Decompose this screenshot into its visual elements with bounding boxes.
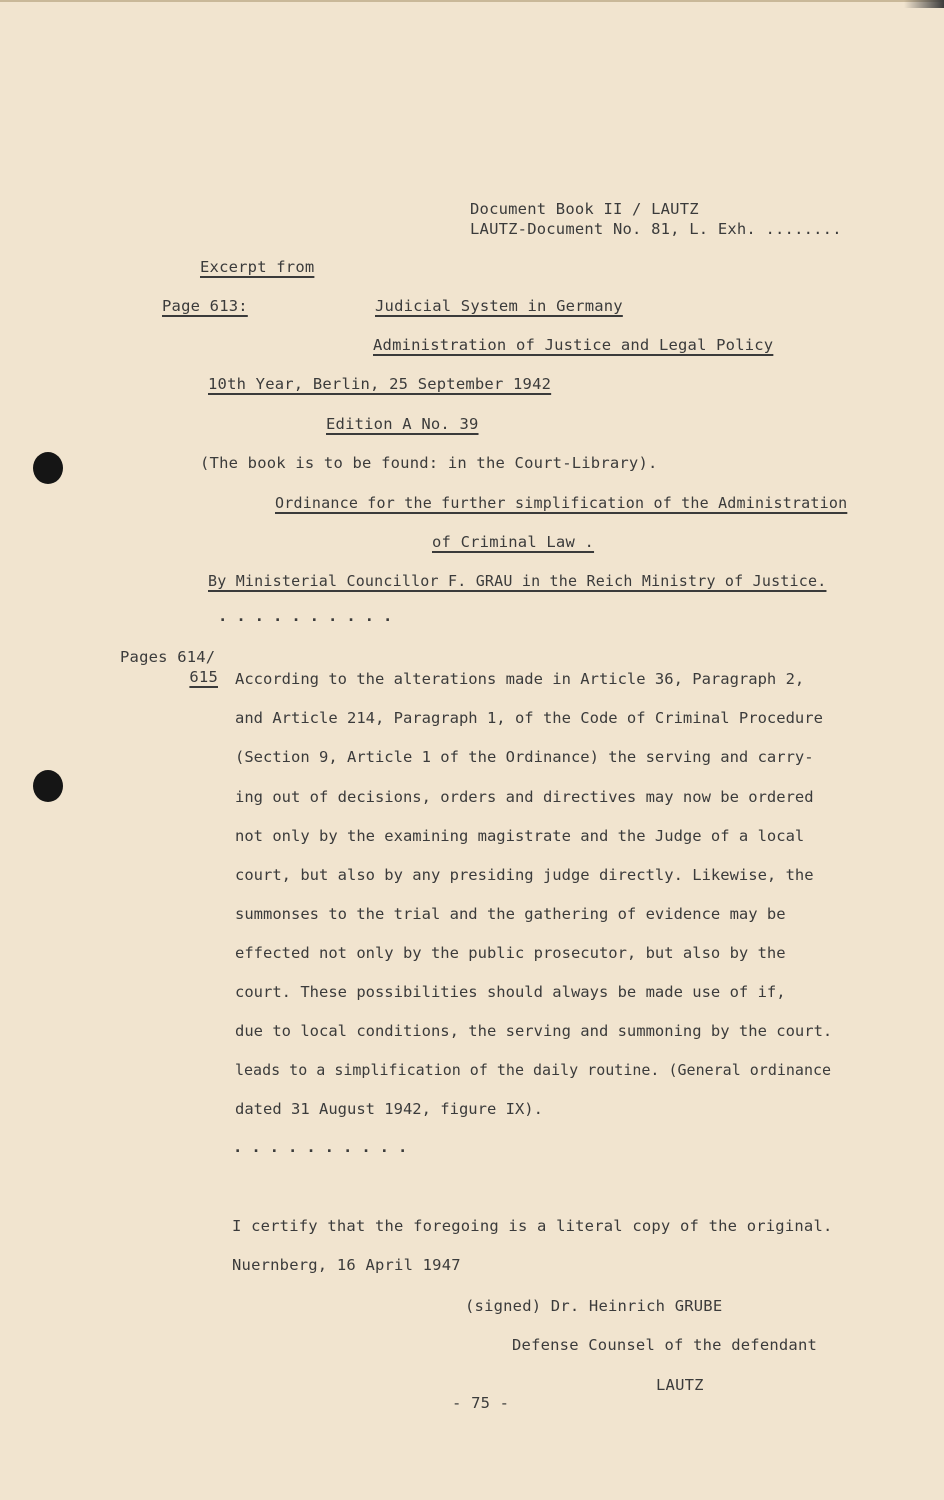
ordinance-title-line1: Ordinance for the further simplification of the Administration: [275, 494, 848, 512]
ellipsis-divider-top: ..........: [218, 607, 402, 625]
counsel-role: Defense Counsel of the defendant: [512, 1336, 818, 1354]
body-line: effected not only by the public prosecutor, but also by the: [235, 944, 786, 962]
document-book-line: Document Book II / LAUTZ: [470, 200, 699, 218]
certification-place-date: Nuernberg, 16 April 1947: [232, 1256, 461, 1274]
source-edition: Edition A No. 39: [326, 415, 479, 433]
body-line: and Article 214, Paragraph 1, of the Code of Criminal Procedure: [235, 709, 823, 727]
certification-statement: I certify that the foregoing is a literal copy of the original.: [232, 1217, 833, 1235]
page-corner-mark: [904, 0, 944, 8]
punch-hole-top: [33, 452, 63, 484]
body-line: due to local conditions, the serving and summoning by the court.: [235, 1022, 833, 1040]
ellipsis-divider-bottom: ..........: [233, 1138, 417, 1156]
source-title: Judicial System in Germany: [375, 297, 623, 315]
pages-label-line2: 615: [189, 668, 218, 686]
page-top-edge: [0, 0, 944, 2]
page-number: - 75 -: [452, 1394, 510, 1412]
excerpt-label: Excerpt from: [200, 258, 315, 276]
document-number-line: LAUTZ-Document No. 81, L. Exh. ........: [470, 220, 842, 238]
body-line: court. These possibilities should always be made use of if,: [235, 983, 786, 1001]
body-line: dated 31 August 1942, figure IX).: [235, 1100, 543, 1118]
source-subtitle: Administration of Justice and Legal Policy: [373, 336, 774, 354]
body-line: summonses to the trial and the gathering of evidence may be: [235, 905, 786, 923]
ordinance-author: By Ministerial Councillor F. GRAU in the Reich Ministry of Justice.: [208, 572, 827, 590]
ordinance-title-line2: of Criminal Law .: [432, 533, 595, 551]
pages-label-line1: Pages 614/: [120, 648, 216, 666]
body-line: ing out of decisions, orders and directives may now be ordered: [235, 788, 814, 806]
body-line: not only by the examining magistrate and the Judge of a local: [235, 827, 805, 845]
defendant-name: LAUTZ: [656, 1376, 704, 1394]
body-line: (Section 9, Article 1 of the Ordinance) the serving and carry-: [235, 748, 814, 766]
body-line: court, but also by any presiding judge directly. Likewise, the: [235, 866, 814, 884]
punch-hole-bottom: [33, 770, 63, 802]
signature-line: (signed) Dr. Heinrich GRUBE: [465, 1297, 723, 1315]
source-year-line: 10th Year, Berlin, 25 September 1942: [208, 375, 552, 393]
body-line: According to the alterations made in Article 36, Paragraph 2,: [235, 670, 805, 688]
location-note: (The book is to be found: in the Court-Library).: [200, 454, 658, 472]
page-reference: Page 613:: [162, 297, 248, 315]
body-line: leads to a simplification of the daily routine. (General ordinance: [235, 1061, 832, 1079]
